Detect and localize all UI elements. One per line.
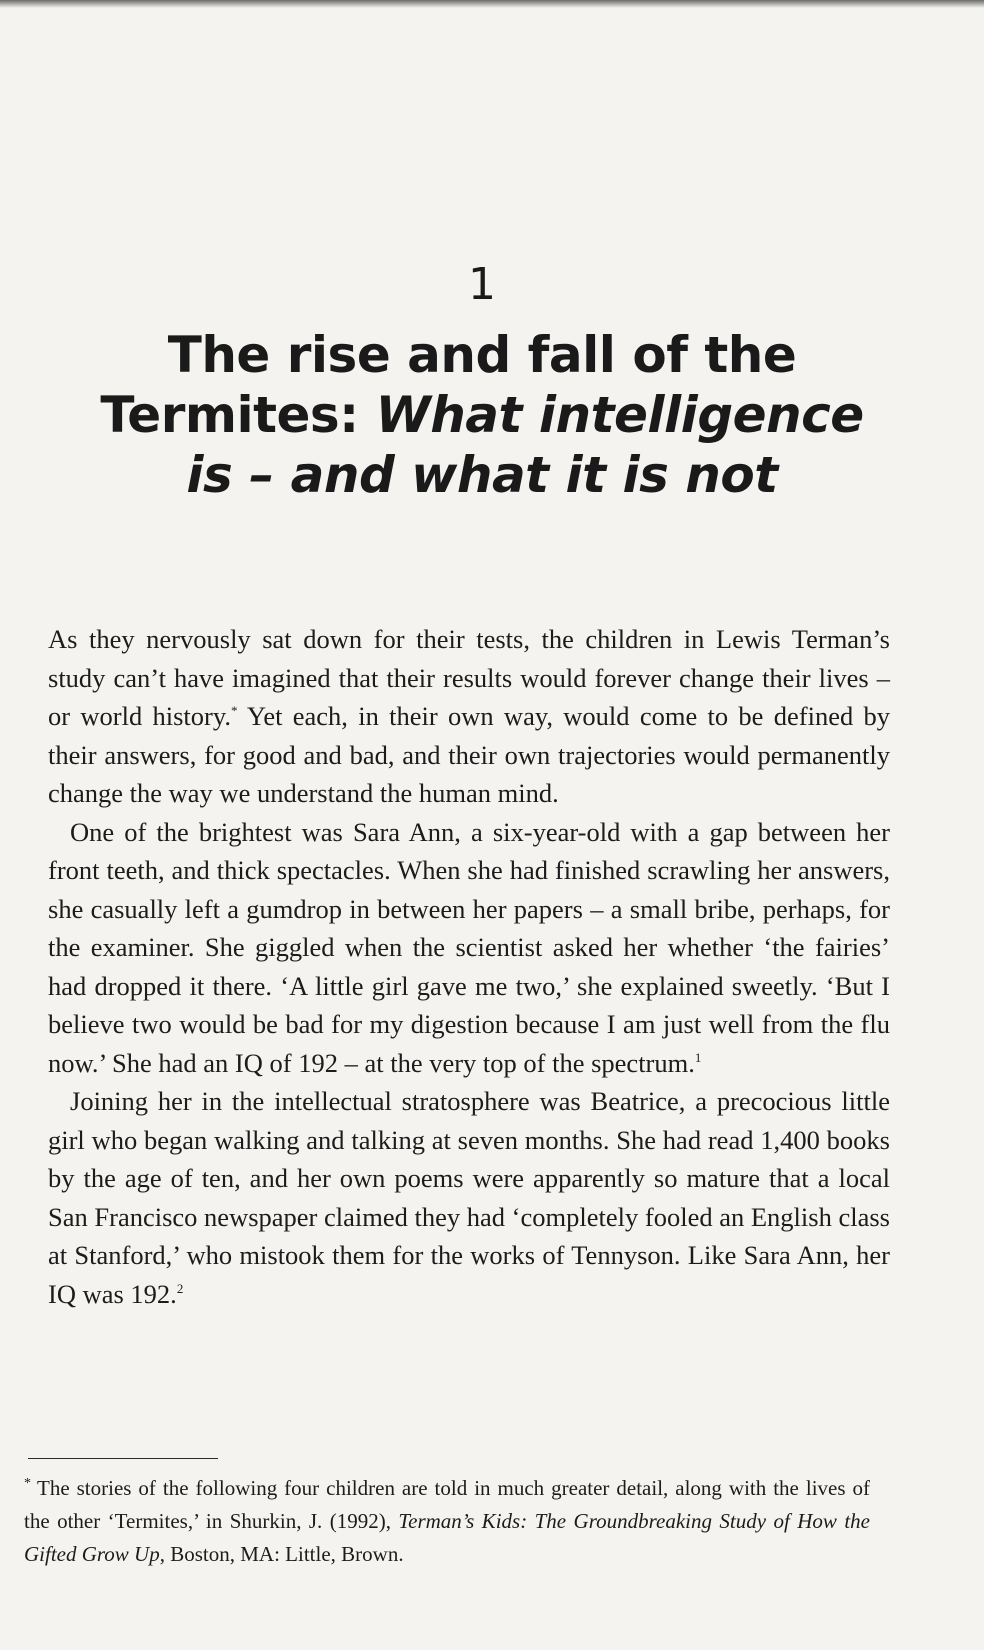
chapter-title — [0, 325, 984, 505]
paragraph-2 — [48, 813, 890, 1083]
footnote-book-title: Terman’s Kids: The Groundbreaking Study of How the Gifted Grow Up — [24, 1509, 870, 1566]
chapter-title-line-1: The rise and fall of the — [167, 326, 797, 384]
paragraph-1-text-a: As they nervously sat down for their tests, the children in Lewis Terman’s study can’t have imagined that their results would forever change their lives – or world history. — [48, 624, 890, 731]
body-text — [48, 620, 890, 1313]
endnote-ref-1: 1 — [694, 1049, 702, 1065]
chapter-subtitle-part-1: What intelligence — [375, 386, 864, 444]
chapter-heading — [0, 255, 984, 505]
chapter-title-line-2 — [0, 385, 984, 445]
endnote-ref-2: 2 — [176, 1280, 184, 1296]
paragraph-2-text: One of the brightest was Sara Ann, a six-year-old with a gap between her front teeth, and thick spectacles. When she had finished scrawling her answers, she casually left a gumdrop in between her papers – a small bribe, perhaps, for the examiner. She giggled when the scientist asked her whether ‘the fairies’ had dropped it there. ‘A little girl gave me two,’ she explained sweetly. ‘But I believe two would be bad for my digestion because I am just well from the flu now.’ She had an IQ of 192 – at the very top of the spectrum. — [48, 816, 890, 1078]
chapter-subtitle-part-2: is – and what it is not — [186, 446, 778, 504]
chapter-title-plain: Termites: — [100, 386, 376, 444]
footnote-mark: * — [24, 1476, 31, 1491]
paragraph-3-text: Joining her in the intellectual stratosphere was Beatrice, a precocious little girl who began walking and talking at seven months. She had read 1,400 books by the age of ten, and her own poems were apparently so mature that a local San Francisco newspaper claimed they had ‘completely fooled an English class at Stanford,’ who mistook them for the works of Tennyson. Like Sara Ann, her IQ was 192. — [48, 1086, 890, 1309]
footnote-text-a: The stories of the following four children are told in much greater detail, along with the lives of the other ‘Termites,’ in Shurkin, J. (1992), — [24, 1476, 870, 1533]
page-top-shadow — [0, 0, 984, 8]
paragraph-1 — [48, 620, 890, 813]
footnote — [24, 1472, 870, 1571]
paragraph-1-text-b: Yet each, in their own way, would come to be defined by their answers, for good and bad, and their own trajectories would permanently change the way we understand the human mind. — [48, 701, 891, 808]
chapter-title-line-3 — [0, 445, 984, 505]
paragraph-3 — [48, 1082, 890, 1313]
footnote-rule — [28, 1458, 218, 1459]
footnote-marker: * — [231, 703, 238, 719]
footnote-text-b: , Boston, MA: Little, Brown. — [159, 1542, 404, 1566]
chapter-number: 1 — [468, 259, 496, 310]
